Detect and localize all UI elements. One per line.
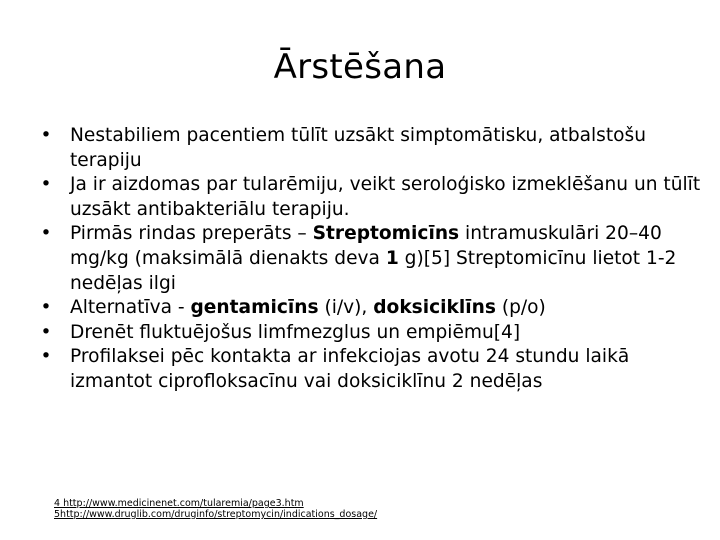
bullet-text	[70, 322, 520, 343]
text-segment: Drenēt fluktuējošus limfmezglus un empiēmu[4]	[70, 321, 521, 343]
text-segment: Ja ir aizdomas par tularēmiju, veikt seroloģisko izmeklēšanu un tūlīt uzsākt antibakteriālu terapiju.	[70, 174, 701, 220]
bullet-text	[70, 174, 700, 220]
bullet-item	[38, 222, 708, 296]
bold-term: gentamicīns	[190, 297, 319, 319]
bullet-text	[70, 223, 676, 293]
references	[54, 498, 377, 520]
bullet-dot-icon: •	[40, 174, 52, 196]
text-segment: (i/v),	[318, 297, 374, 319]
bullet-item	[38, 173, 708, 222]
text-segment: (p/o)	[495, 297, 546, 319]
bullet-text	[70, 125, 646, 171]
bullet-dot-icon: •	[40, 297, 52, 319]
bold-term: Streptomicīns	[312, 223, 460, 245]
text-segment: intramuskulāri 20–40 mg/kg (maksimālā dienakts deva	[70, 223, 662, 269]
bullet-item	[38, 124, 708, 173]
bullet-dot-icon: •	[40, 223, 52, 245]
bullet-text	[70, 346, 629, 392]
bold-term: 1	[385, 247, 399, 269]
text-segment: Profilaksei pēc kontakta ar infekciojas avotu 24 stundu laikā izmantot ciprofloksacīnu vai doksiciklīnu 2 nedēļas	[70, 346, 630, 392]
text-segment: Nestabiliem pacentiem tūlīt uzsākt simptomātisku, atbalstošu terapiju	[70, 125, 647, 171]
reference-link[interactable]: 4 http://www.medicinenet.com/tularemia/page3.htm	[54, 498, 304, 509]
bullet-item	[38, 321, 708, 346]
bullet-dot-icon: •	[40, 125, 52, 146]
text-segment: Pirmās rindas preperāts –	[70, 223, 313, 245]
text-segment: g)[5] Streptomicīnu lietot 1-2 nedēļas ilgi	[70, 247, 677, 294]
reference-link[interactable]: 5http://www.druglib.com/druginfo/streptomycin/indications_dosage/	[54, 509, 378, 520]
bullet-text	[70, 297, 546, 318]
bullet-list	[38, 124, 708, 395]
bullet-dot-icon: •	[40, 346, 52, 368]
bullet-dot-icon: •	[40, 321, 52, 343]
slide-title: Ārstēšana	[273, 47, 447, 87]
bullet-item	[38, 296, 708, 321]
bullet-item	[38, 345, 708, 394]
text-segment: Alternatīva -	[70, 297, 191, 319]
bold-term: doksiciklīns	[373, 297, 496, 319]
